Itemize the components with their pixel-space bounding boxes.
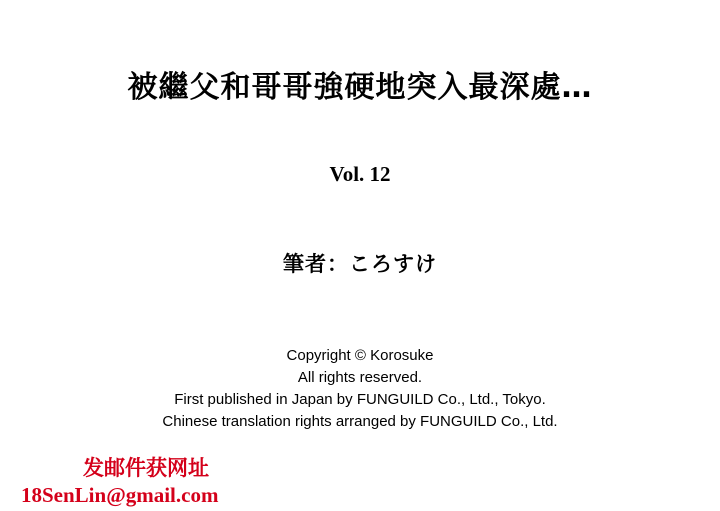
page-title: 被繼父和哥哥強硬地突入最深處… <box>127 70 593 105</box>
author-credit: 筆者：ころすけ <box>283 252 437 276</box>
translation-rights-line: Chinese translation rights arranged by FUNGUILD Co., Ltd. <box>162 413 558 430</box>
copyright-line: Copyright © Korosuke <box>286 347 434 364</box>
watermark-line-1: 发邮件获网址 <box>83 456 209 480</box>
publisher-line: First published in Japan by FUNGUILD Co., Ltd., Tokyo. <box>174 391 546 408</box>
volume-label: Vol. 12 <box>329 162 391 186</box>
colophon-block <box>0 345 720 433</box>
watermark-line-2: 18SenLin@gmail.com <box>21 483 219 507</box>
rights-line: All rights reserved. <box>297 369 423 386</box>
watermark <box>21 455 219 509</box>
